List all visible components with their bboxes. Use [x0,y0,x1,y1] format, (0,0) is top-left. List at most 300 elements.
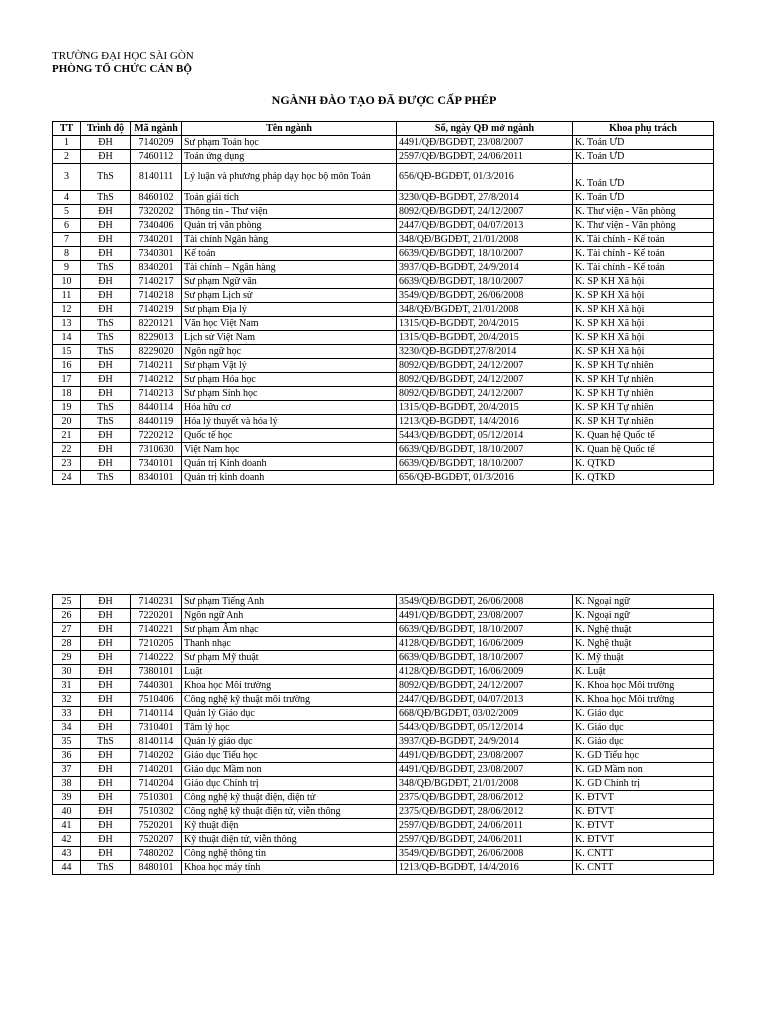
table-row [53,191,714,205]
row-faculty-cell: K. Thư viện - Văn phòng [573,219,714,233]
row-tt-cell: 8 [53,247,81,261]
row-name-cell: Quốc tế học [182,429,397,443]
row-code-cell: 8229020 [131,345,182,359]
row-level-cell: ĐH [81,359,131,373]
row-level-cell: ThS [81,415,131,429]
row-level-cell: ĐH [81,833,131,847]
row-code-cell: 7140201 [131,763,182,777]
table-row [53,429,714,443]
row-code-cell: 7140217 [131,275,182,289]
row-faculty-cell: K. Khoa học Môi trường [573,679,714,693]
table-row [53,317,714,331]
row-code-cell: 7220212 [131,429,182,443]
table-row [53,595,714,609]
row-decision-cell: 4491/QĐ/BGDĐT, 23/08/2007 [397,749,573,763]
table-row [53,721,714,735]
row-code-cell: 8140114 [131,735,182,749]
row-decision-cell: 1213/QĐ-BGDĐT, 14/4/2016 [397,861,573,875]
table-row [53,749,714,763]
table-row [53,345,714,359]
row-tt-cell: 24 [53,471,81,485]
row-faculty-cell: K. SP KH Tự nhiên [573,415,714,429]
row-tt-cell: 12 [53,303,81,317]
table-row [53,651,714,665]
row-decision-cell: 6639/QĐ/BGDĐT, 18/10/2007 [397,651,573,665]
row-code-cell: 7140202 [131,749,182,763]
table-row [53,847,714,861]
row-level-cell: ĐH [81,443,131,457]
row-decision-cell: 348/QĐ/BGDĐT, 21/01/2008 [397,233,573,247]
row-name-cell: Sư phạm Toán học [182,136,397,150]
table-body-part1 [53,136,714,485]
row-level-cell: ThS [81,861,131,875]
row-decision-cell: 3549/QĐ/BGDĐT, 26/06/2008 [397,847,573,861]
row-code-cell: 7140221 [131,623,182,637]
row-level-cell: ĐH [81,303,131,317]
row-level-cell: ĐH [81,819,131,833]
row-level-cell: ĐH [81,136,131,150]
row-faculty-cell: K. QTKD [573,457,714,471]
row-decision-cell: 1213/QĐ-BGDĐT, 14/4/2016 [397,415,573,429]
row-level-cell: ThS [81,261,131,275]
row-code-cell: 8229013 [131,331,182,345]
row-level-cell: ĐH [81,233,131,247]
row-name-cell: Tâm lý học [182,721,397,735]
row-level-cell: ĐH [81,693,131,707]
row-code-cell: 7140213 [131,387,182,401]
col-header-decision: Số, ngày QĐ mở ngành [397,122,573,136]
row-name-cell: Quản lý Giáo dục [182,707,397,721]
row-name-cell: Sư phạm Lịch sử [182,289,397,303]
row-tt-cell: 28 [53,637,81,651]
row-name-cell: Sư phạm Hóa học [182,373,397,387]
row-code-cell: 7140212 [131,373,182,387]
row-faculty-cell: K. Toán ƯD [573,164,714,191]
row-name-cell: Công nghệ kỹ thuật môi trường [182,693,397,707]
programs-table-part2 [52,594,714,875]
row-faculty-cell: K. Nghệ thuật [573,637,714,651]
table-row [53,415,714,429]
row-decision-cell: 4128/QĐ/BGDĐT, 16/06/2009 [397,637,573,651]
table-row [53,373,714,387]
row-name-cell: Kế toán [182,247,397,261]
row-name-cell: Sư phạm Vật lý [182,359,397,373]
row-code-cell: 8460102 [131,191,182,205]
row-name-cell: Lý luận và phương pháp dạy học bộ môn Toán [182,164,397,191]
row-decision-cell: 1315/QĐ-BGDĐT, 20/4/2015 [397,331,573,345]
row-tt-cell: 36 [53,749,81,763]
table-row [53,303,714,317]
row-faculty-cell: K. Giáo dục [573,735,714,749]
row-decision-cell: 348/QĐ/BGDĐT, 21/01/2008 [397,777,573,791]
row-decision-cell: 668/QĐ/BGDĐT, 03/02/2009 [397,707,573,721]
row-faculty-cell: K. Tài chính - Kế toán [573,247,714,261]
row-level-cell: ĐH [81,665,131,679]
table-row [53,707,714,721]
row-name-cell: Toán giải tích [182,191,397,205]
col-header-code: Mã ngành [131,122,182,136]
row-level-cell: ĐH [81,679,131,693]
row-tt-cell: 22 [53,443,81,457]
row-name-cell: Thông tin - Thư viện [182,205,397,219]
row-tt-cell: 7 [53,233,81,247]
row-code-cell: 8340201 [131,261,182,275]
row-code-cell: 7140114 [131,707,182,721]
row-faculty-cell: K. SP KH Xã hội [573,289,714,303]
table-row [53,819,714,833]
row-level-cell: ThS [81,164,131,191]
row-name-cell: Hóa hữu cơ [182,401,397,415]
row-decision-cell: 8092/QĐ/BGDĐT, 24/12/2007 [397,359,573,373]
row-name-cell: Lịch sử Việt Nam [182,331,397,345]
row-level-cell: ĐH [81,721,131,735]
row-decision-cell: 3937/QĐ-BGDĐT, 24/9/2014 [397,261,573,275]
table-row [53,735,714,749]
row-name-cell: Quản trị Kinh doanh [182,457,397,471]
table-row [53,387,714,401]
row-level-cell: ĐH [81,429,131,443]
row-faculty-cell: K. Toán ƯD [573,191,714,205]
row-level-cell: ĐH [81,387,131,401]
row-level-cell: ĐH [81,651,131,665]
row-tt-cell: 21 [53,429,81,443]
row-code-cell: 7140209 [131,136,182,150]
row-decision-cell: 6639/QĐ/BGDĐT, 18/10/2007 [397,623,573,637]
row-name-cell: Ngôn ngữ Anh [182,609,397,623]
row-tt-cell: 23 [53,457,81,471]
row-tt-cell: 44 [53,861,81,875]
table-row [53,205,714,219]
row-code-cell: 7140219 [131,303,182,317]
row-tt-cell: 25 [53,595,81,609]
row-tt-cell: 14 [53,331,81,345]
row-name-cell: Công nghệ thông tin [182,847,397,861]
row-level-cell: ĐH [81,847,131,861]
row-decision-cell: 6639/QĐ/BGDĐT, 18/10/2007 [397,247,573,261]
row-decision-cell: 6639/QĐ/BGDĐT, 18/10/2007 [397,275,573,289]
row-name-cell: Quản trị văn phòng [182,219,397,233]
row-name-cell: Sư phạm Sinh học [182,387,397,401]
row-faculty-cell: K. Tài chính - Kế toán [573,233,714,247]
row-faculty-cell: K. SP KH Tự nhiên [573,359,714,373]
row-tt-cell: 29 [53,651,81,665]
row-code-cell: 7510302 [131,805,182,819]
row-decision-cell: 3549/QĐ/BGDĐT, 26/06/2008 [397,595,573,609]
row-code-cell: 7310401 [131,721,182,735]
row-decision-cell: 6639/QĐ/BGDĐT, 18/10/2007 [397,457,573,471]
row-tt-cell: 31 [53,679,81,693]
row-tt-cell: 9 [53,261,81,275]
row-decision-cell: 3230/QĐ-BGDĐT, 27/8/2014 [397,191,573,205]
row-code-cell: 7220201 [131,609,182,623]
row-tt-cell: 30 [53,665,81,679]
row-code-cell: 7140204 [131,777,182,791]
table-body-part2 [53,595,714,875]
row-code-cell: 7140218 [131,289,182,303]
row-name-cell: Sư phạm Tiếng Anh [182,595,397,609]
row-code-cell: 8140111 [131,164,182,191]
row-name-cell: Công nghệ kỹ thuật điện tử, viễn thông [182,805,397,819]
row-tt-cell: 35 [53,735,81,749]
table-row [53,443,714,457]
row-name-cell: Tài chính – Ngân hàng [182,261,397,275]
table-row [53,219,714,233]
row-faculty-cell: K. GD Tiểu học [573,749,714,763]
table-row [53,777,714,791]
row-code-cell: 7210205 [131,637,182,651]
row-faculty-cell: K. CNTT [573,861,714,875]
row-decision-cell: 6639/QĐ/BGDĐT, 18/10/2007 [397,443,573,457]
department-name: PHÒNG TỔ CHỨC CÁN BỘ [52,63,192,75]
table-row [53,275,714,289]
row-decision-cell: 8092/QĐ/BGDĐT, 24/12/2007 [397,373,573,387]
row-faculty-cell: K. Giáo dục [573,707,714,721]
row-name-cell: Quản lý giáo dục [182,735,397,749]
table-row [53,791,714,805]
row-code-cell: 7340101 [131,457,182,471]
table-header-row [53,122,714,136]
row-level-cell: ThS [81,401,131,415]
row-level-cell: ĐH [81,457,131,471]
row-tt-cell: 15 [53,345,81,359]
row-faculty-cell: K. SP KH Tự nhiên [573,387,714,401]
row-decision-cell: 2447/QĐ/BGDĐT, 04/07/2013 [397,693,573,707]
row-decision-cell: 3937/QĐ-BGDĐT, 24/9/2014 [397,735,573,749]
row-decision-cell: 4128/QĐ/BGDĐT, 16/06/2009 [397,665,573,679]
row-tt-cell: 41 [53,819,81,833]
row-faculty-cell: K. CNTT [573,847,714,861]
row-faculty-cell: K. SP KH Tự nhiên [573,401,714,415]
row-tt-cell: 5 [53,205,81,219]
row-level-cell: ĐH [81,609,131,623]
row-decision-cell: 4491/QĐ/BGDĐT, 23/08/2007 [397,609,573,623]
row-name-cell: Giáo dục Tiểu học [182,749,397,763]
row-faculty-cell: K. SP KH Xã hội [573,345,714,359]
row-code-cell: 7310630 [131,443,182,457]
row-tt-cell: 39 [53,791,81,805]
row-tt-cell: 42 [53,833,81,847]
row-name-cell: Công nghệ kỹ thuật điện, điện tử [182,791,397,805]
row-level-cell: ĐH [81,623,131,637]
row-faculty-cell: K. SP KH Tự nhiên [573,373,714,387]
row-level-cell: ĐH [81,150,131,164]
document-title: NGÀNH ĐÀO TẠO ĐÃ ĐƯỢC CẤP PHÉP [271,93,497,107]
row-faculty-cell: K. ĐTVT [573,805,714,819]
row-tt-cell: 32 [53,693,81,707]
row-level-cell: ĐH [81,805,131,819]
row-decision-cell: 656/QĐ-BGDĐT, 01/3/2016 [397,471,573,485]
row-faculty-cell: K. QTKD [573,471,714,485]
row-name-cell: Tài chính Ngân hàng [182,233,397,247]
row-faculty-cell: K. Thư viện - Văn phòng [573,205,714,219]
row-level-cell: ĐH [81,219,131,233]
table-row [53,665,714,679]
row-level-cell: ĐH [81,637,131,651]
table-row [53,401,714,415]
row-tt-cell: 17 [53,373,81,387]
row-name-cell: Hóa lý thuyết và hóa lý [182,415,397,429]
row-code-cell: 7440301 [131,679,182,693]
row-level-cell: ĐH [81,247,131,261]
row-tt-cell: 37 [53,763,81,777]
row-code-cell: 7520207 [131,833,182,847]
table-row [53,150,714,164]
row-tt-cell: 11 [53,289,81,303]
row-code-cell: 7140211 [131,359,182,373]
row-code-cell: 7340201 [131,233,182,247]
row-decision-cell: 2375/QĐ/BGDĐT, 28/06/2012 [397,805,573,819]
col-header-faculty: Khoa phụ trách [573,122,714,136]
row-tt-cell: 4 [53,191,81,205]
row-faculty-cell: K. ĐTVT [573,791,714,805]
row-tt-cell: 16 [53,359,81,373]
table-row [53,136,714,150]
row-level-cell: ĐH [81,763,131,777]
row-faculty-cell: K. Toán ƯD [573,150,714,164]
row-decision-cell: 8092/QĐ/BGDĐT, 24/12/2007 [397,205,573,219]
row-name-cell: Luật [182,665,397,679]
row-code-cell: 7340406 [131,219,182,233]
table-row [53,679,714,693]
row-decision-cell: 4491/QĐ/BGDĐT, 23/08/2007 [397,136,573,150]
row-level-cell: ĐH [81,707,131,721]
row-decision-cell: 1315/QĐ-BGDĐT, 20/4/2015 [397,317,573,331]
row-decision-cell: 5443/QĐ/BGDĐT, 05/12/2014 [397,429,573,443]
row-name-cell: Sư phạm Ngữ văn [182,275,397,289]
row-faculty-cell: K. SP KH Xã hội [573,303,714,317]
row-name-cell: Sư phạm Địa lý [182,303,397,317]
row-level-cell: ThS [81,471,131,485]
row-faculty-cell: K. Quan hệ Quốc tế [573,443,714,457]
row-code-cell: 7140231 [131,595,182,609]
table-row [53,247,714,261]
table-row [53,359,714,373]
row-faculty-cell: K. Ngoại ngữ [573,595,714,609]
row-tt-cell: 27 [53,623,81,637]
row-level-cell: ĐH [81,275,131,289]
row-code-cell: 7380101 [131,665,182,679]
row-tt-cell: 40 [53,805,81,819]
table-row [53,861,714,875]
table-row [53,833,714,847]
table-row [53,457,714,471]
row-name-cell: Giáo dục Mầm non [182,763,397,777]
row-name-cell: Giáo dục Chính trị [182,777,397,791]
table-row [53,289,714,303]
col-header-tt: TT [53,122,81,136]
row-tt-cell: 18 [53,387,81,401]
row-tt-cell: 6 [53,219,81,233]
row-level-cell: ĐH [81,205,131,219]
row-level-cell: ThS [81,331,131,345]
row-faculty-cell: K. Tài chính - Kế toán [573,261,714,275]
row-tt-cell: 2 [53,150,81,164]
row-code-cell: 7340301 [131,247,182,261]
row-name-cell: Kỹ thuật điện tử, viễn thông [182,833,397,847]
programs-table-part1 [52,121,714,485]
table-row [53,693,714,707]
row-decision-cell: 1315/QĐ-BGDĐT, 20/4/2015 [397,401,573,415]
row-tt-cell: 13 [53,317,81,331]
row-faculty-cell: K. Khoa học Môi trường [573,693,714,707]
row-faculty-cell: K. ĐTVT [573,819,714,833]
row-level-cell: ĐH [81,791,131,805]
row-decision-cell: 8092/QĐ/BGDĐT, 24/12/2007 [397,679,573,693]
row-faculty-cell: K. GD Chính trị [573,777,714,791]
row-code-cell: 7510406 [131,693,182,707]
row-tt-cell: 3 [53,164,81,191]
table-row [53,471,714,485]
row-code-cell: 8480101 [131,861,182,875]
row-tt-cell: 1 [53,136,81,150]
row-decision-cell: 656/QĐ-BGDĐT, 01/3/2016 [397,164,573,191]
row-tt-cell: 19 [53,401,81,415]
row-name-cell: Ngôn ngữ học [182,345,397,359]
row-name-cell: Toán ứng dụng [182,150,397,164]
row-level-cell: ThS [81,191,131,205]
row-name-cell: Khoa học máy tính [182,861,397,875]
row-faculty-cell: K. Nghệ thuật [573,623,714,637]
table-row [53,164,714,191]
row-decision-cell: 3549/QĐ/BGDĐT, 26/06/2008 [397,289,573,303]
row-decision-cell: 2597/QĐ/BGDĐT, 24/06/2011 [397,833,573,847]
row-name-cell: Sư phạm Mỹ thuật [182,651,397,665]
row-tt-cell: 10 [53,275,81,289]
row-level-cell: ĐH [81,289,131,303]
table-row [53,763,714,777]
row-faculty-cell: K. Luật [573,665,714,679]
row-level-cell: ĐH [81,595,131,609]
row-tt-cell: 33 [53,707,81,721]
row-decision-cell: 4491/QĐ/BGDĐT, 23/08/2007 [397,763,573,777]
row-level-cell: ĐH [81,777,131,791]
row-faculty-cell: K. Giáo dục [573,721,714,735]
row-decision-cell: 5443/QĐ/BGDĐT, 05/12/2014 [397,721,573,735]
col-header-level: Trình độ [81,122,131,136]
table-row [53,623,714,637]
row-faculty-cell: K. Toán ƯD [573,136,714,150]
row-tt-cell: 38 [53,777,81,791]
table-row [53,261,714,275]
row-code-cell: 7480202 [131,847,182,861]
table-row [53,805,714,819]
row-name-cell: Kỹ thuật điện [182,819,397,833]
row-level-cell: ThS [81,345,131,359]
row-tt-cell: 26 [53,609,81,623]
row-name-cell: Thanh nhạc [182,637,397,651]
row-decision-cell: 2597/QĐ/BGDĐT, 24/06/2011 [397,819,573,833]
row-code-cell: 7140222 [131,651,182,665]
row-decision-cell: 348/QĐ/BGDĐT, 21/01/2008 [397,303,573,317]
row-tt-cell: 43 [53,847,81,861]
row-tt-cell: 34 [53,721,81,735]
row-name-cell: Sư phạm Âm nhạc [182,623,397,637]
row-code-cell: 7510301 [131,791,182,805]
row-name-cell: Khoa học Môi trường [182,679,397,693]
row-code-cell: 7460112 [131,150,182,164]
col-header-name: Tên ngành [182,122,397,136]
row-code-cell: 7520201 [131,819,182,833]
row-level-cell: ĐH [81,373,131,387]
row-name-cell: Văn học Việt Nam [182,317,397,331]
row-faculty-cell: K. Quan hệ Quốc tế [573,429,714,443]
row-decision-cell: 3230/QĐ-BGDĐT,27/8/2014 [397,345,573,359]
row-name-cell: Việt Nam học [182,443,397,457]
row-faculty-cell: K. Ngoại ngữ [573,609,714,623]
row-code-cell: 8340101 [131,471,182,485]
row-code-cell: 8440114 [131,401,182,415]
row-decision-cell: 2597/QĐ/BGDĐT, 24/06/2011 [397,150,573,164]
